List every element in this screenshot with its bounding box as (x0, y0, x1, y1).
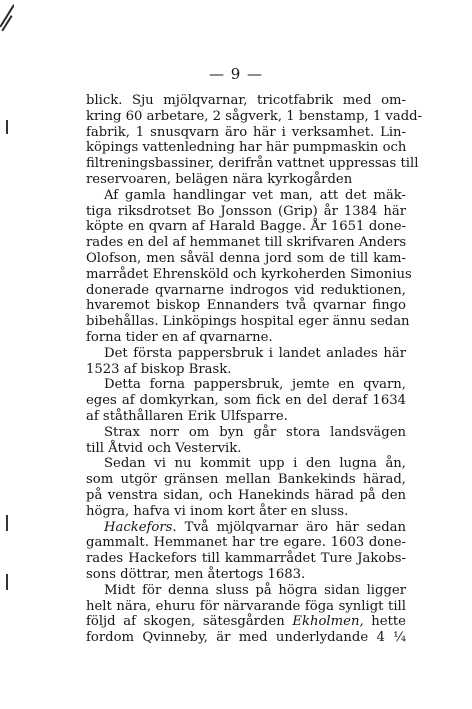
text-line: högra, hafva vi inom kort åter en sluss. (86, 503, 349, 519)
text-line: blick. Sju mjölqvarnar, tricotfabrik med om- (86, 93, 406, 108)
text-line: forna tider en af qvarnarne. (86, 329, 273, 345)
text-line: tiga riksdrotset Bo Jonsson (Grip) år 1384 här (86, 203, 406, 219)
text-line: hvaremot biskop Ennanders två qvarnar fingo (86, 298, 406, 314)
text-line: fabrik, 1 snusqvarn äro här i verksamhet. Lin- (86, 124, 406, 140)
text-line: eges af domkyrkan, som fick en del deraf 1634 (86, 393, 406, 409)
text-line: köpings vattenledning har här pumpmaskin och (86, 140, 407, 156)
text-line: gammalt. Hemmanet har tre egare. 1603 done- (86, 535, 406, 551)
text-line: på venstra sidan, och Hanekinds härad på den (86, 487, 406, 503)
text-line: Hackefors. Två mjölqvarnar äro här sedan (104, 519, 406, 535)
text-line: kring 60 arbetare, 2 sågverk, 1 benstamp, 1 vadd- (86, 108, 423, 124)
text-line: donerade qvarnarne indrogos vid reduktionen, (86, 282, 406, 298)
body-text (86, 93, 423, 646)
text-line: reservoaren, belägen nära kyrkogården (86, 171, 353, 187)
text-line: helt nära, ehuru för närvarande föga synligt till (86, 598, 406, 614)
text-line: filtreningsbassiner, derifrån vattnet uppressas till (86, 156, 419, 172)
text-line: Det första pappersbruk i landet anlades här (104, 345, 406, 361)
margin-mark (6, 515, 8, 531)
text-line: till Åtvid och Vestervik. (86, 440, 242, 456)
page-edge-mark (0, 0, 14, 50)
text-line: sons döttrar, men återtogs 1683. (86, 566, 306, 582)
text-line: rades Hackefors till kammarrådet Ture Jakobs- (86, 551, 406, 567)
text-line: som utgör gränsen mellan Bankekinds härad, (86, 472, 406, 488)
page-number: — 9 — (208, 65, 264, 83)
text-line: fordom Qvinneby, är med underlydande 4 ¼ (86, 630, 406, 646)
text-line: Sedan vi nu kommit upp i den lugna ån, (104, 456, 406, 472)
text-line: Detta forna pappersbruk, jemte en qvarn, (104, 377, 406, 393)
text-line: Midt för denna sluss på högra sidan ligger (104, 582, 406, 598)
margin-mark (6, 574, 8, 590)
text-line: Af gamla handlingar vet man, att det mäk- (104, 187, 406, 203)
text-line: marrådet Ehrensköld och kyrkoherden Simonius (86, 266, 412, 282)
text-line: Olofson, men såväl denna jord som de till kam- (86, 250, 406, 266)
text-line: af ståthållaren Erik Ulfsparre. (86, 408, 288, 424)
text-line: 1523 af biskop Brask. (86, 361, 232, 377)
text-line: följd af skogen, sätesgården Ekholmen, hette (86, 614, 406, 630)
text-line: rades en del af hemmanet till skrifvaren Anders (86, 235, 407, 251)
text-line: Strax norr om byn går stora landsvägen (104, 424, 406, 440)
text-line: bibehållas. Linköpings hospital eger ännu sedan (86, 314, 410, 330)
text-line: köpte en qvarn af Harald Bagge. År 1651 done- (86, 219, 406, 235)
margin-mark (6, 120, 8, 134)
